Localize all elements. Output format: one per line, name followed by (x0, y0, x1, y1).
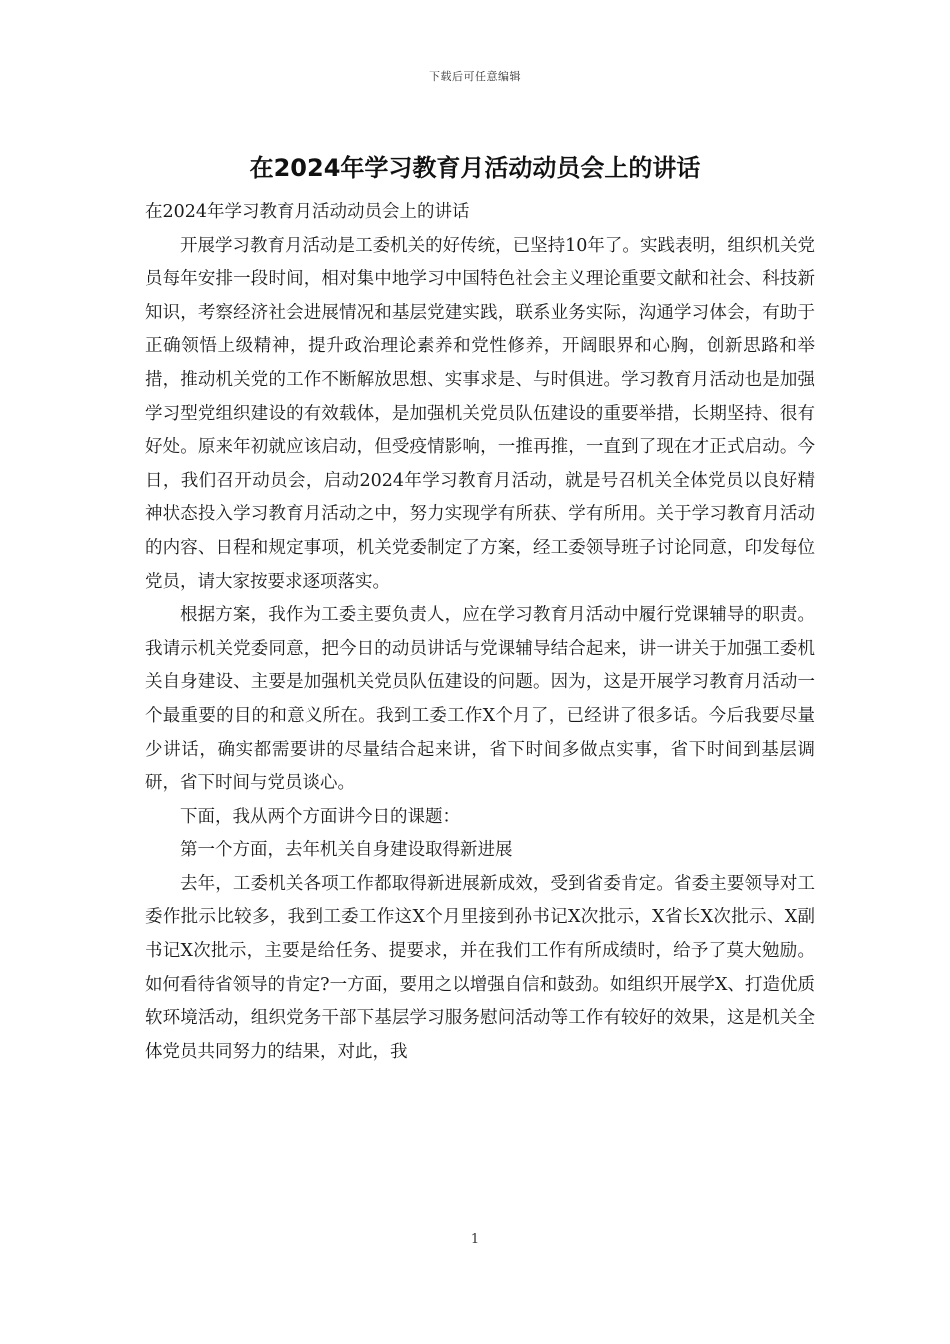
paragraph: 去年，工委机关各项工作都取得新进展新成效，受到省委肯定。省委主要领导对工委作批示比较多，我到工委工作这X个月里接到孙书记X次批示，X省长X次批示、X副书记X次批示，主要是给任务、提要求，并在我们工作有所成绩时，给予了莫大勉励。如何看待省领导的肯定?一方面，要用之以增强自信和鼓劲。如组织开展学X、打造优质软环境活动，组织党务干部下基层学习服务慰问活动等工作有较好的效果，这是机关全体党员共同努力的结果，对此，我 (145, 873, 815, 1062)
paragraph: 根据方案，我作为工委主要负责人，应在学习教育月活动中履行党课辅导的职责。我请示机关党委同意，把今日的动员讲话与党课辅导结合起来，讲一讲关于加强工委机关自身建设、主要是加强机关党员队伍建设的问题。因为，这是开展学习教育月活动一个最重要的目的和意义所在。我到工委工作X个月了，已经讲了很多话。今后我要尽量少讲话，确实都需要讲的尽量结合起来讲，省下时间多做点实事，省下时间到基层调研，省下时间与党员谈心。 (145, 605, 815, 794)
header-note: 下载后可任意编辑 (429, 70, 521, 83)
document-title: 在2024年学习教育月活动动员会上的讲话 (249, 154, 701, 182)
document-subtitle: 在2024年学习教育月活动动员会上的讲话 (145, 202, 470, 222)
document-body (145, 196, 815, 1069)
page-number: 1 (470, 1232, 480, 1247)
paragraph: 开展学习教育月活动是工委机关的好传统，已坚持10年了。实践表明，组织机关党员每年安排一段时间，相对集中地学习中国特色社会主义理论重要文献和社会、科技新知识，考察经济社会进展情况和基层党建实践，联系业务实际，沟通学习体会，有助于正确领悟上级精神，提升政治理论素养和党性修养，开阔眼界和心胸，创新思路和举措，推动机关党的工作不断解放思想、实事求是、与时俱进。学习教育月活动也是加强学习型党组织建设的有效载体，是加强机关党员队伍建设的重要举措，长期坚持、很有好处。原来年初就应该启动，但受疫情影响，一推再推，一直到了现在才正式启动。今日，我们召开动员会，启动2024年学习教育月活动，就是号召机关全体党员以良好精神状态投入学习教育月活动之中，努力实现学有所获、学有所用。关于学习教育月活动的内容、日程和规定事项，机关党委制定了方案，经工委领导班子讨论同意，印发每位党员，请大家按要求逐项落实。 (145, 235, 815, 592)
section-heading: 第一个方面，去年机关自身建设取得新进展 (180, 840, 513, 861)
paragraph: 下面，我从两个方面讲今日的课题： (180, 806, 460, 827)
